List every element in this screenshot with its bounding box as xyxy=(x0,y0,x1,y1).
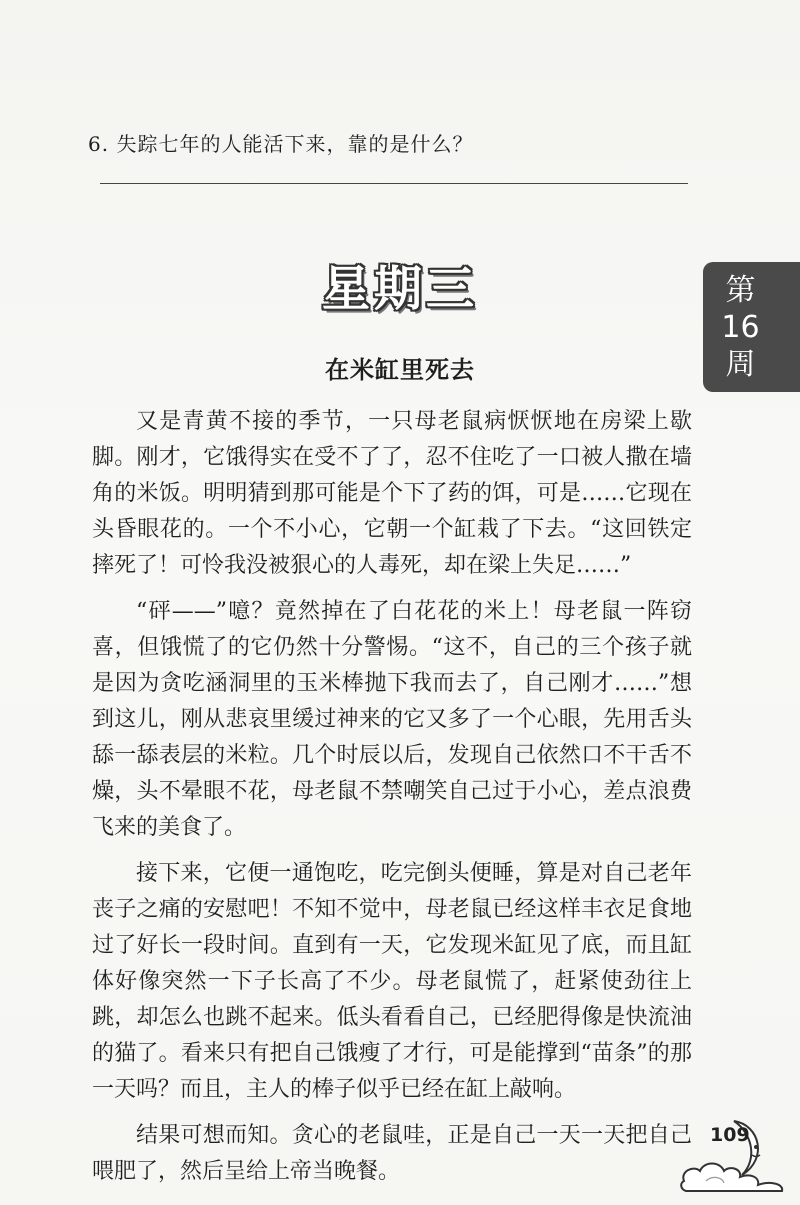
week-tab-line-3: 周 xyxy=(725,347,756,382)
question-text: 6. 失踪七年的人能活下来，靠的是什么？ xyxy=(88,132,474,156)
day-title: 星期三 xyxy=(321,261,478,317)
week-tab-line-2: 16 xyxy=(721,310,760,345)
story-body xyxy=(92,404,692,1200)
story-paragraph: 接下来，它便一通饱吃，吃完倒头便睡，算是对自己老年丧子之痛的安慰吧！不知不觉中，母老鼠已经这样丰衣足食地过了好长一段时间。直到有一天，它发现米缸见了底，而且缸体好像突然一下子长高了不少。母老鼠慌了，赶紧使劲往上跳，却怎么也跳不起来。低头看看自己，已经肥得像是快流油的猫了。看来只有把自己饿瘦了才行，可是能撑到“苗条”的那一天吗？而且，主人的棒子似乎已经在缸上敲响。 xyxy=(92,861,692,1102)
story-paragraph: 结果可想而知。贪心的老鼠哇，正是自己一天一天把自己喂肥了，然后呈给上帝当晚餐。 xyxy=(92,1123,692,1184)
story-paragraph: “砰——”噫？竟然掉在了白花花的米上！母老鼠一阵窃喜，但饿慌了的它仍然十分警惕。“这不，自己的三个孩子就是因为贪吃涵洞里的玉米棒抛下我而去了，自己刚才……”想到这儿，刚从悲哀里缓过神来的它又多了一个心眼，先用舌头舔一舔表层的米粒。几个时辰以后，发现自己依然口不干舌不燥，头不晕眼不花，母老鼠不禁嘲笑自己过于小心，差点浪费飞来的美食了。 xyxy=(92,599,692,840)
story-paragraph: 又是青黄不接的季节，一只母老鼠病恹恹地在房梁上歇脚。刚才，它饿得实在受不了了，忍不住吃了一口被人撒在墙角的米饭。明明猜到那可能是个下了药的饵，可是……它现在头昏眼花的。一个不小心，它朝一个缸栽了下去。“这回铁定摔死了！可怜我没被狠心的人毒死，却在梁上失足……” xyxy=(92,409,692,578)
week-tab-line-1: 第 xyxy=(725,273,756,308)
answer-line xyxy=(100,183,688,184)
page-number: 109 xyxy=(710,1124,750,1146)
story-title: 在米缸里死去 xyxy=(325,356,475,384)
